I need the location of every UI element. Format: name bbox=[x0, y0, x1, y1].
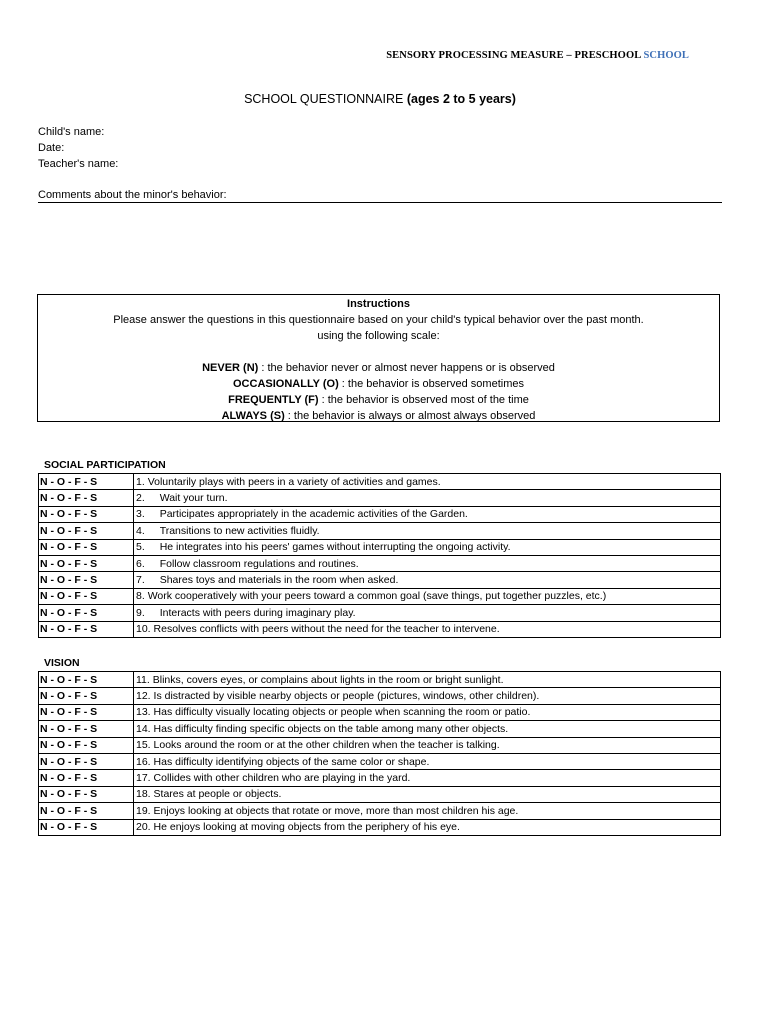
table-row bbox=[39, 672, 721, 688]
table-row bbox=[39, 474, 721, 490]
scale-frequently-text: : the behavior is observed most of the time bbox=[318, 394, 529, 406]
question-cell bbox=[134, 753, 721, 769]
rating-scale-cell[interactable]: N - O - F - S bbox=[39, 523, 134, 539]
rating-scale-cell[interactable]: N - O - F - S bbox=[39, 688, 134, 704]
table-row bbox=[39, 555, 721, 571]
rating-scale-cell[interactable]: N - O - F - S bbox=[39, 474, 134, 490]
instructions-box bbox=[37, 294, 720, 422]
scale-frequently bbox=[38, 392, 719, 408]
question-text: He integrates into his peers' games without interrupting the ongoing activity. bbox=[159, 541, 511, 554]
question-cell bbox=[134, 737, 721, 753]
table-row bbox=[39, 506, 721, 522]
table-row bbox=[39, 588, 721, 604]
question-number: 6. bbox=[136, 557, 145, 570]
question-cell bbox=[134, 688, 721, 704]
rating-scale-cell[interactable]: N - O - F - S bbox=[39, 753, 134, 769]
rating-scale-cell[interactable]: N - O - F - S bbox=[39, 737, 134, 753]
question-number: 5. bbox=[136, 541, 145, 554]
question-cell bbox=[134, 490, 721, 506]
table-row bbox=[39, 621, 721, 637]
rating-scale-cell[interactable]: N - O - F - S bbox=[39, 490, 134, 506]
question-text: Participates appropriately in the academic activities of the Garden. bbox=[159, 508, 468, 521]
child-name-label: Child's name: bbox=[38, 126, 105, 138]
table-row bbox=[39, 539, 721, 555]
table-row bbox=[39, 605, 721, 621]
question-cell bbox=[134, 555, 721, 571]
table-row bbox=[39, 803, 721, 819]
question-text: Collides with other children who are playing in the yard. bbox=[153, 772, 411, 785]
table-row bbox=[39, 737, 721, 753]
section-title-social-participation: SOCIAL PARTICIPATION bbox=[44, 459, 166, 471]
social-participation-table bbox=[38, 473, 721, 638]
question-cell bbox=[134, 474, 721, 490]
scale-never-text: : the behavior never or almost never happens or is observed bbox=[258, 362, 555, 374]
header-main-text: SENSORY PROCESSING MEASURE – PRESCHOOL bbox=[386, 50, 644, 61]
question-text: Voluntarily plays with peers in a variety of activities and games. bbox=[147, 475, 441, 488]
rating-scale-cell[interactable]: N - O - F - S bbox=[39, 588, 134, 604]
question-cell bbox=[134, 672, 721, 688]
rating-scale-cell[interactable]: N - O - F - S bbox=[39, 704, 134, 720]
question-cell bbox=[134, 539, 721, 555]
date-label: Date: bbox=[38, 142, 65, 154]
title-sub: (ages 2 to 5 years) bbox=[406, 92, 516, 106]
scale-occasionally bbox=[38, 376, 719, 392]
question-text: He enjoys looking at moving objects from the periphery of his eye. bbox=[153, 821, 460, 834]
question-number: 7. bbox=[136, 574, 145, 587]
instructions-heading: Instructions bbox=[347, 298, 410, 310]
question-number: 16. bbox=[136, 755, 151, 768]
scale-occasionally-key: OCCASIONALLY (O) bbox=[233, 378, 339, 390]
scale-never bbox=[38, 360, 719, 376]
question-cell bbox=[134, 786, 721, 802]
question-cell bbox=[134, 803, 721, 819]
question-cell bbox=[134, 621, 721, 637]
question-text: Transitions to new activities fluidly. bbox=[159, 524, 320, 537]
scale-always-text: : the behavior is always or almost always observed bbox=[284, 410, 536, 422]
question-text: Wait your turn. bbox=[159, 492, 228, 505]
scale-never-key: NEVER (N) bbox=[202, 362, 259, 374]
question-number: 13. bbox=[136, 706, 151, 719]
question-text: Enjoys looking at objects that rotate or move, more than most children his age. bbox=[153, 804, 519, 817]
question-text: Work cooperatively with your peers toward a common goal (save things, put together puzzles, etc.) bbox=[147, 590, 607, 603]
table-row bbox=[39, 770, 721, 786]
info-fields bbox=[38, 124, 118, 172]
rating-scale-cell[interactable]: N - O - F - S bbox=[39, 786, 134, 802]
question-text: Is distracted by visible nearby objects or people (pictures, windows, other children). bbox=[153, 690, 540, 703]
question-cell bbox=[134, 819, 721, 835]
question-number: 19. bbox=[136, 804, 151, 817]
question-number: 11. bbox=[136, 673, 150, 686]
question-cell bbox=[134, 572, 721, 588]
question-cell bbox=[134, 605, 721, 621]
question-text: Has difficulty finding specific objects on the table among many other objects. bbox=[153, 722, 509, 735]
question-text: Looks around the room or at the other children when the teacher is talking. bbox=[153, 739, 500, 752]
document-header bbox=[386, 50, 689, 61]
scale-frequently-key: FREQUENTLY (F) bbox=[228, 394, 319, 406]
question-text: Blinks, covers eyes, or complains about lights in the room or bright sunlight. bbox=[152, 673, 504, 686]
section-title-vision: VISION bbox=[44, 657, 80, 669]
rating-scale-cell[interactable]: N - O - F - S bbox=[39, 721, 134, 737]
question-number: 8. bbox=[136, 590, 145, 603]
question-number: 3. bbox=[136, 508, 145, 521]
question-cell bbox=[134, 721, 721, 737]
page-title bbox=[0, 92, 760, 106]
scale-always-key: ALWAYS (S) bbox=[221, 410, 285, 422]
rating-scale-cell[interactable]: N - O - F - S bbox=[39, 770, 134, 786]
question-number: 17. bbox=[136, 772, 151, 785]
scale-always bbox=[38, 408, 719, 424]
vision-table bbox=[38, 671, 721, 836]
question-text: Shares toys and materials in the room when asked. bbox=[159, 574, 399, 587]
question-cell bbox=[134, 588, 721, 604]
question-cell bbox=[134, 704, 721, 720]
rating-scale-cell[interactable]: N - O - F - S bbox=[39, 819, 134, 835]
table-row bbox=[39, 819, 721, 835]
table-row bbox=[39, 721, 721, 737]
question-cell bbox=[134, 770, 721, 786]
question-text: Has difficulty identifying objects of the same color or shape. bbox=[153, 755, 430, 768]
question-number: 10. bbox=[136, 623, 151, 636]
rating-scale-cell[interactable]: N - O - F - S bbox=[39, 803, 134, 819]
table-row bbox=[39, 753, 721, 769]
rating-scale-cell[interactable]: N - O - F - S bbox=[39, 672, 134, 688]
question-cell bbox=[134, 523, 721, 539]
rating-scale-cell[interactable]: N - O - F - S bbox=[39, 555, 134, 571]
question-number: 14. bbox=[136, 722, 151, 735]
rating-scale-cell[interactable]: N - O - F - S bbox=[39, 572, 134, 588]
question-text: Stares at people or objects. bbox=[153, 788, 282, 801]
rating-scale-cell[interactable]: N - O - F - S bbox=[39, 605, 134, 621]
title-main: SCHOOL QUESTIONNAIRE bbox=[244, 92, 407, 106]
table-row bbox=[39, 704, 721, 720]
rating-scale-cell[interactable]: N - O - F - S bbox=[39, 539, 134, 555]
comments-label: Comments about the minor's behavior: bbox=[38, 189, 722, 203]
table-row bbox=[39, 523, 721, 539]
instructions-line-2: using the following scale: bbox=[317, 330, 440, 342]
question-number: 2. bbox=[136, 492, 145, 505]
question-number: 4. bbox=[136, 524, 145, 537]
rating-scale-cell[interactable]: N - O - F - S bbox=[39, 506, 134, 522]
question-number: 18. bbox=[136, 788, 151, 801]
question-number: 20. bbox=[136, 821, 151, 834]
teacher-name-label: Teacher's name: bbox=[38, 158, 119, 170]
question-number: 1. bbox=[136, 475, 145, 488]
question-text: Resolves conflicts with peers without the need for the teacher to intervene. bbox=[153, 623, 500, 636]
instructions-line-1: Please answer the questions in this questionnaire based on your child's typical behavior over the past month. bbox=[113, 314, 644, 326]
table-row bbox=[39, 688, 721, 704]
table-row bbox=[39, 786, 721, 802]
question-text: Interacts with peers during imaginary play. bbox=[159, 606, 356, 619]
table-row bbox=[39, 490, 721, 506]
scale-occasionally-text: : the behavior is observed sometimes bbox=[338, 378, 524, 390]
question-number: 12. bbox=[136, 690, 151, 703]
header-accent-text: SCHOOL bbox=[643, 50, 689, 61]
rating-scale-cell[interactable]: N - O - F - S bbox=[39, 621, 134, 637]
question-number: 15. bbox=[136, 739, 151, 752]
question-number: 9. bbox=[136, 606, 145, 619]
question-text: Follow classroom regulations and routines. bbox=[159, 557, 359, 570]
question-cell bbox=[134, 506, 721, 522]
table-row bbox=[39, 572, 721, 588]
question-text: Has difficulty visually locating objects or people when scanning the room or patio. bbox=[153, 706, 531, 719]
